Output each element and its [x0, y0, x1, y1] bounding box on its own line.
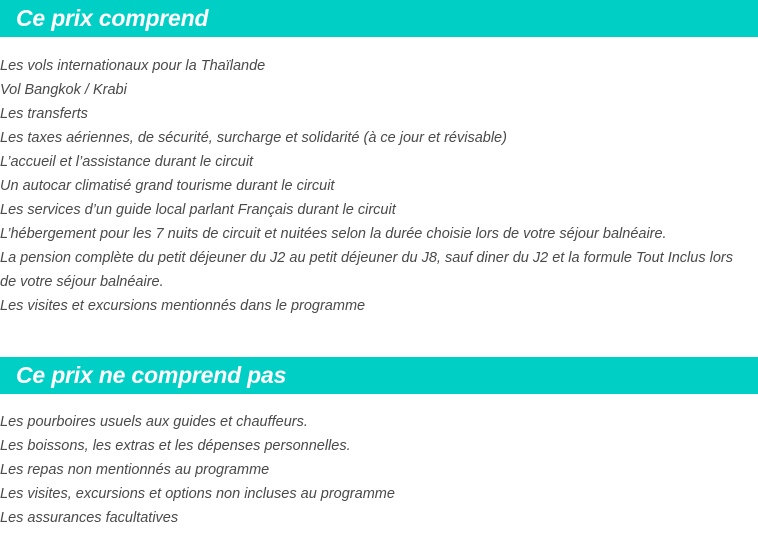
- included-item: L’accueil et l’assistance durant le circuit: [0, 154, 254, 170]
- included-item: Vol Bangkok / Krabi: [0, 82, 127, 98]
- included-header: [0, 0, 758, 37]
- excluded-title: Ce prix ne comprend pas: [16, 362, 287, 388]
- included-item: Les visites et excursions mentionnés dans le programme: [0, 298, 366, 314]
- included-item: Un autocar climatisé grand tourisme durant le circuit: [0, 178, 335, 194]
- included-item: Les transferts: [0, 106, 88, 122]
- excluded-item: Les visites, excursions et options non incluses au programme: [0, 486, 395, 502]
- excluded-item: Les repas non mentionnés au programme: [0, 462, 270, 478]
- included-list: [0, 54, 758, 318]
- included-title: Ce prix comprend: [16, 5, 209, 31]
- excluded-item: Les pourboires usuels aux guides et chauffeurs.: [0, 414, 308, 430]
- excluded-list: [0, 410, 758, 530]
- excluded-header: [0, 357, 758, 394]
- included-item: Les services d’un guide local parlant Français durant le circuit: [0, 202, 396, 218]
- included-item: L’hébergement pour les 7 nuits de circuit et nuitées selon la durée choisie lors de votre séjour balnéaire.: [0, 226, 667, 242]
- included-item: Les taxes aériennes, de sécurité, surcharge et solidarité (à ce jour et révisable): [0, 130, 507, 146]
- excluded-section: [0, 357, 758, 530]
- included-item: Les vols internationaux pour la Thaïlande: [0, 58, 266, 74]
- excluded-item: Les boissons, les extras et les dépenses personnelles.: [0, 438, 351, 454]
- included-item: La pension complète du petit déjeuner du J2 au petit déjeuner du J8, sauf diner du J2 et la formule Tout Inclus lors de votre séjour balnéaire.: [0, 250, 733, 290]
- excluded-item: Les assurances facultatives: [0, 510, 179, 526]
